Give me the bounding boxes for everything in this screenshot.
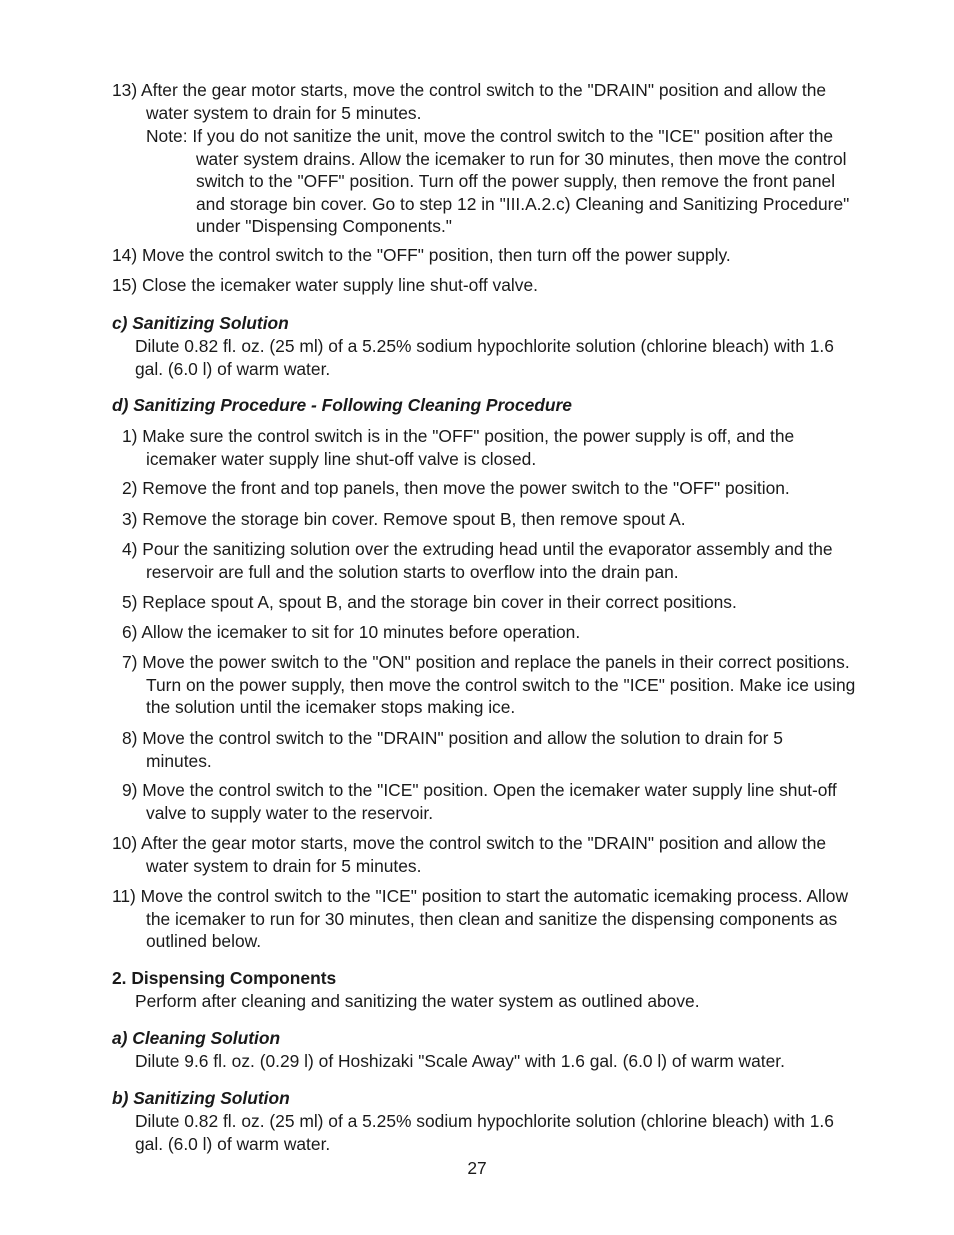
procedure-step: 9) Move the control switch to the "ICE" position. Open the icemaker water supply line shut-off valve to supply water to the reservoir.: [122, 780, 837, 823]
heading-c-sanitizing-solution: c) Sanitizing Solution: [112, 313, 289, 333]
procedure-step: 1) Make sure the control switch is in the "OFF" position, the power supply is off, and the icemaker water supply line shut-off valve is closed.: [122, 426, 795, 469]
heading-b-sanitizing-solution: b) Sanitizing Solution: [112, 1088, 290, 1108]
heading-dispensing-components: 2. Dispensing Components: [112, 968, 337, 988]
step-15: 15) Close the icemaker water supply line shut-off valve.: [112, 275, 538, 295]
heading-a-cleaning-solution: a) Cleaning Solution: [112, 1028, 281, 1048]
body-c-sanitizing-solution: Dilute 0.82 fl. oz. (25 ml) of a 5.25% sodium hypochlorite solution (chlorine bleach) with 1.6 gal. (6.0 l) of warm water.: [135, 336, 834, 379]
body-b-sanitizing-solution: Dilute 0.82 fl. oz. (25 ml) of a 5.25% sodium hypochlorite solution (chlorine bleach) with 1.6 gal. (6.0 l) of warm water.: [135, 1111, 834, 1154]
procedure-step: 11) Move the control switch to the "ICE" position to start the automatic icemaking process. Allow the icemaker to run for 30 minutes, then clean and sanitize the dispensing components as outlined below.: [112, 886, 849, 952]
note: Note: If you do not sanitize the unit, move the control switch to the "ICE" position after the water system drains. Allow the icemaker to run for 30 minutes, then move the control switch to the "OFF" position. Turn off the power supply, then remove the front panel and storage bin cover. Go to step 12 in "III.A.2.c) Cleaning and Sanitizing Procedure" under "Dispensing Components.": [146, 126, 850, 237]
heading-d-sanitizing-procedure: d) Sanitizing Procedure - Following Cleaning Procedure: [112, 395, 572, 415]
procedure-step: 4) Pour the sanitizing solution over the extruding head until the evaporator assembly and the reservoir are full and the solution starts to overflow into the drain pan.: [122, 539, 833, 582]
procedure-step: 2) Remove the front and top panels, then move the power switch to the "OFF" position.: [122, 478, 790, 498]
procedure-step: 3) Remove the storage bin cover. Remove spout B, then remove spout A.: [122, 509, 686, 529]
body-a-cleaning-solution: Dilute 9.6 fl. oz. (0.29 l) of Hoshizaki "Scale Away" with 1.6 gal. (6.0 l) of warm water.: [135, 1051, 785, 1071]
procedure-step: 10) After the gear motor starts, move the control switch to the "DRAIN" position and allow the water system to drain for 5 minutes.: [112, 833, 827, 876]
body-dispensing-components: Perform after cleaning and sanitizing the water system as outlined above.: [135, 991, 700, 1011]
procedure-step: 7) Move the power switch to the "ON" position and replace the panels in their correct positions. Turn on the power supply, then move the control switch to the "ICE" position. Make ice using the solution until the icemaker stops making ice.: [122, 652, 856, 718]
procedure-step: 8) Move the control switch to the "DRAIN" position and allow the solution to drain for 5 minutes.: [122, 728, 783, 771]
procedure-step: 6) Allow the icemaker to sit for 10 minutes before operation.: [122, 622, 581, 642]
step-13: 13) After the gear motor starts, move the control switch to the "DRAIN" position and allow the water system to drain for 5 minutes.: [112, 80, 827, 123]
procedure-step: 5) Replace spout A, spout B, and the storage bin cover in their correct positions.: [122, 592, 737, 612]
page-number: 27: [467, 1158, 487, 1178]
step-14: 14) Move the control switch to the "OFF" position, then turn off the power supply.: [112, 245, 731, 265]
